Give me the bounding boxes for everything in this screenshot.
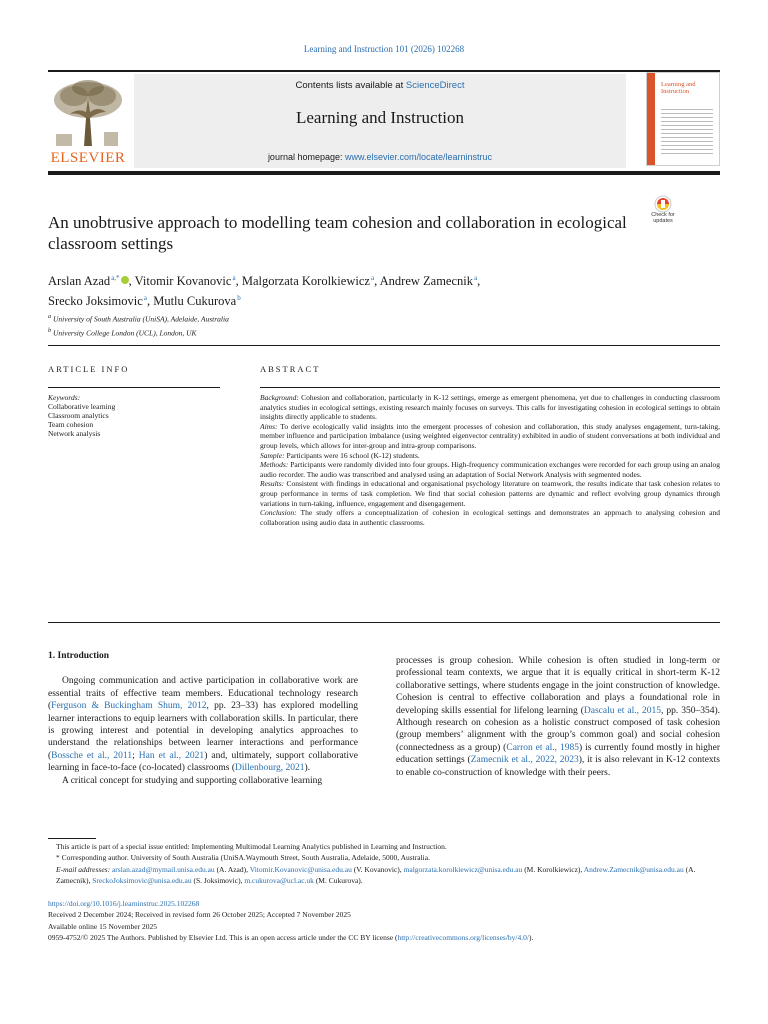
abstract-label: Results: [260,479,285,489]
affiliation [48,325,648,339]
citation-link[interactable]: Ferguson & Buckingham Shum, 2012 [51,701,207,712]
citation-link[interactable]: Carron et al., 1985 [506,742,579,753]
article-info-rule [48,387,220,388]
keyword: Classroom analytics [48,411,109,420]
contents-line [134,80,626,91]
citation-link[interactable]: Dascalu et al., 2015 [583,705,661,716]
author-name[interactable]: Srecko Joksimovic [48,294,143,309]
body-text: , pp. 23–33) has explored modelling learner interactions to equip learners with collaboration skills. In particular, there is growing interest and potential in developing analytics approaches to understand the relationships between learner interactions and performance ( [48,701,358,761]
body-text: ) is currently found mostly in higher education settings ( [396,742,721,766]
affiliation [48,311,648,325]
author-name[interactable]: Arslan Azad [48,274,111,289]
orcid-icon[interactable] [121,276,129,284]
article-title: An unobtrusive approach to modelling team cohesion and collaboration in ecological classroom settings [48,213,627,253]
keyword: Team cohesion [48,420,94,429]
email-link[interactable]: Vitomir.Kovanovic@unisa.edu.au [249,864,352,874]
author-name[interactable]: Mutlu Cukurova [153,294,237,309]
body-text: , pp. 350–354). Although research on cohesion as a holistic construct composed of task cohesion (group members’ alignment with the group’s common goal) and social cohesion (connectedness as a group) ( [396,705,721,753]
abstract [260,364,720,527]
body-paragraph [396,655,720,779]
abstract-text [260,393,720,527]
abstract-paragraph [260,479,720,508]
author-sup[interactable]: a,* [111,274,120,282]
email-label: E-mail addresses: [56,864,111,874]
journal-title: Learning and Instruction [295,108,465,127]
license-line [48,932,720,943]
email-owner: (M. Korolkiewicz), [522,864,584,874]
citation-link[interactable]: Bossche et al., 2011 [51,750,133,761]
abstract-body: Participants were 16 school (K-12) students. [284,450,420,460]
abstract-label: Conclusion: [260,508,297,518]
journal-homepage-link[interactable]: www.elsevier.com/locate/learninstruc [345,152,493,162]
email-link[interactable]: arslan.azad@mymail.unisa.edu.au [111,864,215,874]
header-bottom-rule [48,171,720,175]
author-list: Arslan Azad $^{a,*}$ , Vitomir Kovanovic $^a$, Malgorzata Korolkiewicz $^a$, Andrew Zamecnik $^a$, Srecko Joksimovic $^a$, Mutlu Cukurova $^b$ [48,274,481,309]
license-text: 0959-4752/© 2025 The Authors. Published by Elsevier Ltd. This is an open access article under the CC BY license ( [48,933,398,943]
received-dates: Received 2 December 2024; Received in revised form 26 October 2025; Accepted 7 November 2025 [48,910,351,920]
publication-meta [48,898,720,944]
journal-cover-thumbnail[interactable] [646,72,720,166]
affiliation-text: University of South Australia (UniSA), Adelaide, Australia [53,314,229,324]
body-text: ), it is also relevant in K-12 contexts to enable co-construction of knowledge with their peers. [396,755,720,778]
abstract-paragraph [260,508,720,527]
abstract-paragraph [260,422,720,451]
keywords-label: Keywords: [48,393,81,402]
email-link[interactable]: Andrew.Zamecnik@unisa.edu.au [583,864,684,874]
body-text: ). [304,763,311,774]
affiliations [48,311,648,338]
homepage-line [134,152,626,162]
abstract-body: Consistent with findings in educational and organisational psychology literature on teamwork, the results indicate that task cohesion relates to group performance in terms of task completion. We find that social cohesion patterns are dynamic and reflect evolving group dynamics through variations in turn-taking, influence, engagement and disengagement. [260,479,720,508]
abstract-heading: ABSTRACT [260,364,321,374]
affiliation-mark: a [48,313,52,320]
body-text: ) and, ultimately, support collaborative learning in face-to-face (co-located) classrooms ( [48,750,358,774]
abstract-paragraph [260,460,720,479]
doi-link[interactable]: https://doi.org/10.1016/j.learninstruc.2025.102268 [48,899,200,908]
license-link[interactable]: http://creativecommons.org/licenses/by/4.0/ [397,933,529,943]
abstract-body: Cohesion and collaboration, particularly in K-12 settings, emerge as emergent phenomena, yet due to challenges in conducting classroom analytics studies in ecological settings, existing research mainly focuses on surveys. This calls for investigating cohesion in ecological settings to obtain insights directly applicable to students. [260,393,720,422]
author-name[interactable]: Malgorzata Korolkiewicz [241,274,370,289]
email-link[interactable]: malgorzata.korolkiewicz@unisa.edu.au [403,864,523,874]
keyword: Network analysis [48,429,101,438]
author-sup[interactable]: a [474,274,478,282]
abstract-label: Background: [260,393,299,402]
body-text: processes is group cohesion. While cohesion is often studied in long-term or professional team contexts, we argue that it is equally critical in short-term K-12 collaborative settings, where students engage in the joint construction of knowledge. Cohesion is central to effective collaboration and plays a foundational role in developing skills essential for lifelong learning ( [396,656,720,716]
header-top-rule [48,70,720,72]
abstract-body: To derive ecologically valid insights into the emergent processes of cohesion and collaboration, this study analyses engagement, turn-taking, member influence and participation imbalance (using weighted eigenvector centrality) exhibited in audio of student conversations at both individual and group levels, which allows for inter-group and intra-group comparisons. [260,421,720,450]
author-name[interactable]: Andrew Zamecnik [379,274,474,289]
cover-text-lines [661,109,713,157]
email-owner: (A. Zamecnik), [56,864,696,886]
corresponding-author-note: * Corresponding author. University of South Australia (UniSA.Waymouth Street, South Australia, Adelaide, 5000, Australia. [56,853,430,863]
sciencedirect-link[interactable]: ScienceDirect [405,80,465,91]
email-owner: (S. Joksimovic), [191,876,245,886]
author-sup[interactable]: a [370,274,375,282]
license-text: ). [528,933,534,943]
available-online: Available online 15 November 2025 [48,921,157,931]
citation-link[interactable]: Zamecnik et al., 2022, 2023 [470,755,579,766]
special-issue-note: This article is part of a special issue entitled: Implementing Multimodal Learning Analytics published in Learning and Instruction. [56,842,447,851]
affiliation-text: University College London (UCL), London, UK [53,328,197,337]
abstract-label: Sample: [260,450,285,460]
footnotes [48,841,720,887]
email-link[interactable]: SreckoJoksimovic@unisa.edu.au [92,876,192,886]
section-heading: 1. Introduction [48,651,110,661]
abstract-paragraph [260,451,720,461]
body-text: Ongoing communication and active participation in collaborative work are essential traits of effective team members. Educational technology research ( [48,676,358,712]
footnote-rule [48,838,96,839]
email-owner: (A. Azad), [214,864,250,874]
crossmark-label[interactable]: Check for updates [651,212,675,224]
article-info [48,364,220,438]
abstract-body: The study offers a conceptualization of cohesion in ecological settings and demonstrates an approach to analysing cohesion and collaboration using audio data in authentic classrooms. [260,508,720,527]
body-column-right [396,655,720,779]
body-text: ; [132,750,139,761]
section-rule [48,345,720,346]
author-sup[interactable]: a [232,274,236,282]
elsevier-wordmark[interactable]: ELSEVIER [50,150,126,166]
abstract-label: Methods: [260,460,289,470]
keywords-block [48,393,220,438]
author-sup[interactable]: b [237,294,241,303]
abstract-body: Participants were randomly divided into four groups. High-frequency communication exchanges were recorded for each group using an analog audio recorder. The audio was transcribed and analysed using an adaptation of Social Network Analysis with segmented nodes. [260,460,720,479]
email-owner: (M. Cukurova). [313,876,363,886]
citation-link[interactable]: Han et al., 2021 [138,750,205,761]
affiliation-mark: b [48,326,52,334]
cover-title: Learning and Instruction [661,81,696,95]
contents-prefix: Contents lists available at [295,80,406,91]
journal-reference[interactable]: Learning and Instruction 101 (2026) 102268 [303,44,465,54]
citation-link[interactable]: Dillenbourg, 2021 [235,763,305,774]
email-owner: (V. Kovanovic), [351,864,404,874]
body-paragraph: A critical concept for studying and supporting collaborative learning [62,775,323,786]
abstract-label: Aims: [260,421,278,431]
cover-accent-band [647,73,655,165]
abstract-bottom-rule [48,622,720,623]
homepage-prefix: journal homepage: [267,152,345,162]
email-addresses [48,864,720,887]
body-paragraph [48,675,358,774]
author-sup[interactable]: a [143,294,147,303]
article-info-heading: ARTICLE INFO [48,364,130,374]
email-link[interactable]: m.cukurova@ucl.ac.uk [244,876,314,886]
abstract-rule [260,387,720,388]
body-column-left [48,650,358,787]
keyword: Collaborative learning [48,402,116,411]
author-name[interactable]: Vitomir Kovanovic [134,274,232,289]
abstract-paragraph [260,393,720,422]
